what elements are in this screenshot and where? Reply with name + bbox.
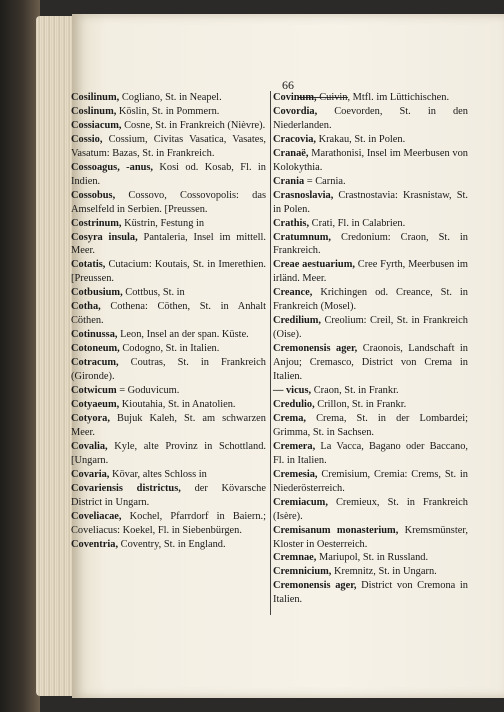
page-edges [36, 16, 76, 696]
entry-definition: Cree Fyrth, Meerbusen im irländ. Meer. [273, 259, 468, 285]
entry-definition: Marathonisi, Insel im Meerbusen von Kolokythia. [273, 147, 468, 173]
book-spine-shadow [0, 0, 40, 712]
entry-definition: Coutras, St. in Frankreich (Gironde). [71, 357, 266, 383]
dictionary-entry [71, 398, 266, 412]
dictionary-entry [273, 147, 468, 175]
entry-definition: Coevorden, St. in den Niederlanden. [273, 105, 468, 131]
dictionary-entry [71, 119, 266, 133]
entry-headword: Cossiacum, [71, 119, 122, 131]
dictionary-entry [273, 468, 468, 496]
entry-definition: La Vacca, Bagano oder Baccano, Fl. in Italien. [273, 440, 468, 466]
entry-definition: Kochel, Pfarrdorf in Baiern.; Coveliacus: Koekel, Fl. in Siebenbürgen. [71, 510, 266, 536]
entry-headword: Cremera, [273, 440, 316, 452]
entry-definition: Cremieux, St. in Frankreich (Isère). [273, 496, 468, 522]
entry-headword: Cremisanum monasterium, [273, 524, 399, 536]
entry-headword: Cotha, [71, 301, 101, 313]
entry-headword: Cossoagus, -anus, [71, 161, 154, 173]
dictionary-entry [71, 342, 266, 356]
entry-headword: Covaria, [71, 468, 110, 480]
entry-headword: Covinum, [273, 92, 317, 103]
entry-headword: Cremesia, [273, 468, 318, 480]
dictionary-entry [273, 524, 468, 552]
entry-headword: Costrinum, [71, 217, 122, 229]
dictionary-entry [273, 133, 468, 147]
dictionary-entry [71, 538, 266, 552]
entry-headword: Crathis, [273, 217, 310, 229]
dictionary-entry [71, 286, 266, 300]
dictionary-entry [273, 91, 468, 105]
left-column [71, 91, 266, 551]
entry-definition: Craonois, Landschaft in Anjou; Cremasco, District von Crema in Italien. [273, 343, 469, 383]
entry-definition: Bujuk Kaleh, St. am schwarzen Meer. [71, 412, 266, 438]
entry-headword: Crema, [273, 412, 306, 424]
entry-definition: Crati, Fl. in Calabrien. [309, 217, 406, 229]
dictionary-entry [71, 440, 266, 468]
entry-definition: Creolium: Creil, St. in Frankreich (Oise). [273, 315, 468, 341]
dictionary-entry [71, 482, 266, 510]
dictionary-entry [273, 384, 468, 398]
entry-definition: Mariupol, St. in Russland. [316, 552, 429, 564]
entry-definition: = Carnia. [304, 175, 346, 187]
entry-headword: Cremnicium, [273, 566, 332, 578]
entry-definition: Kioutahia, St. in Anatolien. [119, 398, 236, 410]
entry-headword: Covalia, [71, 440, 108, 452]
page-number: 66 [282, 78, 294, 92]
entry-headword: Cosyra insula, [71, 231, 138, 243]
entry-definition: Crillon, St. in Frankr. [314, 398, 407, 410]
dictionary-entry [71, 468, 266, 482]
dictionary-entry [273, 286, 468, 314]
entry-definition: Kremsmünster, Kloster in Oesterreich. [273, 524, 468, 550]
dictionary-entry [71, 412, 266, 440]
entry-definition: Cremisium, Cremia: Crems, St. in Niederösterreich. [273, 468, 468, 494]
entry-definition: Köslin, St. in Pommern. [116, 105, 220, 117]
entry-headword: Coslinum, [71, 105, 117, 117]
dictionary-entry [71, 384, 266, 398]
entry-definition: Craon, St. in Frankr. [311, 385, 399, 397]
entry-definition: Cuivin, Mtfl. im Lüttichischen. [316, 92, 450, 103]
entry-headword: Creae aestuarium, [273, 259, 355, 271]
dictionary-entry [273, 579, 468, 607]
entry-headword: Cotyora, [71, 412, 110, 424]
entry-definition: Leon, Insel an der span. Küste. [117, 329, 249, 341]
entry-definition: Crastnostavia: Krasnistaw, St. in Polen. [273, 189, 468, 215]
entry-headword: Cotwicum [71, 385, 117, 397]
dictionary-entry [71, 356, 266, 384]
entry-headword: Cotracum, [71, 357, 119, 369]
entry-headword: — vicus, [273, 385, 312, 397]
entry-headword: Cremnae, [273, 552, 317, 564]
entry-headword: Cotyaeum, [71, 398, 120, 410]
entry-definition: Credonium: Craon, St. in Frankreich. [273, 231, 468, 257]
entry-headword: Crania [273, 175, 305, 187]
dictionary-entry [273, 342, 468, 384]
entry-headword: Cremonensis ager, [273, 580, 357, 592]
entry-definition: = Goduvicum. [116, 385, 180, 397]
entry-headword: Credulio, [273, 398, 315, 410]
entry-definition: Küstrin, Festung in [121, 217, 205, 229]
entry-definition: der Kövarsche District in Ungarn. [71, 482, 266, 508]
entry-headword: Creance, [273, 287, 313, 299]
dictionary-entry [273, 175, 468, 189]
dictionary-entry [273, 551, 468, 565]
entry-headword: Covariensis districtus, [71, 482, 181, 494]
dictionary-entry [273, 565, 468, 579]
entry-definition: Cothena: Cöthen, St. in Anhalt Cöthen. [71, 301, 266, 327]
entry-definition: Codogno, St. in Italien. [119, 343, 220, 355]
entry-definition: Kyle, alte Provinz in Schottland. [Ungarn. [71, 440, 266, 466]
dictionary-entry [273, 496, 468, 524]
dictionary-entry [71, 189, 266, 217]
entry-headword: Coventria, [71, 538, 119, 550]
entry-headword: Cremiacum, [273, 496, 328, 508]
right-column [273, 91, 468, 607]
dictionary-entry [71, 217, 266, 231]
entry-definition: Kremnitz, St. in Ungarn. [331, 566, 437, 578]
dictionary-entry [71, 258, 266, 286]
entry-headword: Credilium, [273, 315, 322, 327]
entry-headword: Cotoneum, [71, 343, 120, 355]
entry-headword: Coveliacae, [71, 510, 122, 522]
dictionary-entry [71, 300, 266, 328]
entry-headword: Cotbusium, [71, 287, 123, 299]
entry-definition: Cutacium: Koutais, St. in Imerethien. [Preussen. [71, 259, 266, 285]
entry-headword: Cosilinum, [71, 92, 120, 103]
dictionary-entry [273, 105, 468, 133]
entry-definition: Krakau, St. in Polen. [316, 133, 406, 145]
dictionary-entry [71, 133, 266, 161]
entry-definition: Cottbus, St. in [122, 287, 185, 299]
entry-definition: Kövar, altes Schloss in [109, 468, 207, 480]
entry-definition: Cogliano, St. in Neapel. [119, 92, 222, 103]
dictionary-entry [71, 161, 266, 189]
entry-definition: Crema, St. in der Lombardei; Grimma, St. in Sachsen. [273, 412, 468, 438]
dictionary-entry [71, 510, 266, 538]
entry-headword: Cossobus, [71, 189, 116, 201]
dictionary-entry [273, 217, 468, 231]
column-divider [270, 91, 271, 615]
entry-headword: Cranaë, [273, 147, 309, 159]
entry-headword: Cotinussa, [71, 329, 118, 341]
dictionary-entry [273, 258, 468, 286]
dictionary-entry [71, 231, 266, 259]
entry-definition: Cosne, St. in Frankreich (Nièvre). [121, 119, 266, 131]
entry-definition: District von Cremona in Italien. [273, 580, 468, 606]
entry-definition: Cossovo, Cossovopolis: das Amselfeld in Serbien. [Preussen. [71, 189, 266, 215]
entry-headword: Cotatis, [71, 259, 106, 271]
dictionary-entry [273, 440, 468, 468]
dictionary-entry [273, 412, 468, 440]
dictionary-entry [71, 91, 266, 105]
entry-headword: Cratumnum, [273, 231, 332, 243]
entry-definition: Coventry, St. in England. [118, 538, 226, 550]
entry-definition: Kosi od. Kosab, Fl. in Indien. [71, 161, 266, 187]
entry-headword: Cremonensis ager, [273, 343, 358, 355]
dictionary-entry [273, 398, 468, 412]
entry-definition: Pantaleria, Insel im mittell. Meer. [71, 231, 266, 257]
entry-definition: Cossium, Civitas Vasatica, Vasates, Vasatum: Bazas, St. in Frankreich. [71, 133, 266, 159]
entry-headword: Cossio, [71, 133, 103, 145]
dictionary-entry [273, 314, 468, 342]
entry-headword: Cracovia, [273, 133, 316, 145]
dictionary-entry [273, 189, 468, 217]
entry-headword: Covordia, [273, 105, 318, 117]
dictionary-entry [71, 105, 266, 119]
entry-headword: Crasnoslavia, [273, 189, 334, 201]
entry-definition: Krichingen od. Creance, St. in Frankreich (Mosel). [273, 287, 468, 313]
dictionary-entry [71, 328, 266, 342]
dictionary-entry [273, 231, 468, 259]
